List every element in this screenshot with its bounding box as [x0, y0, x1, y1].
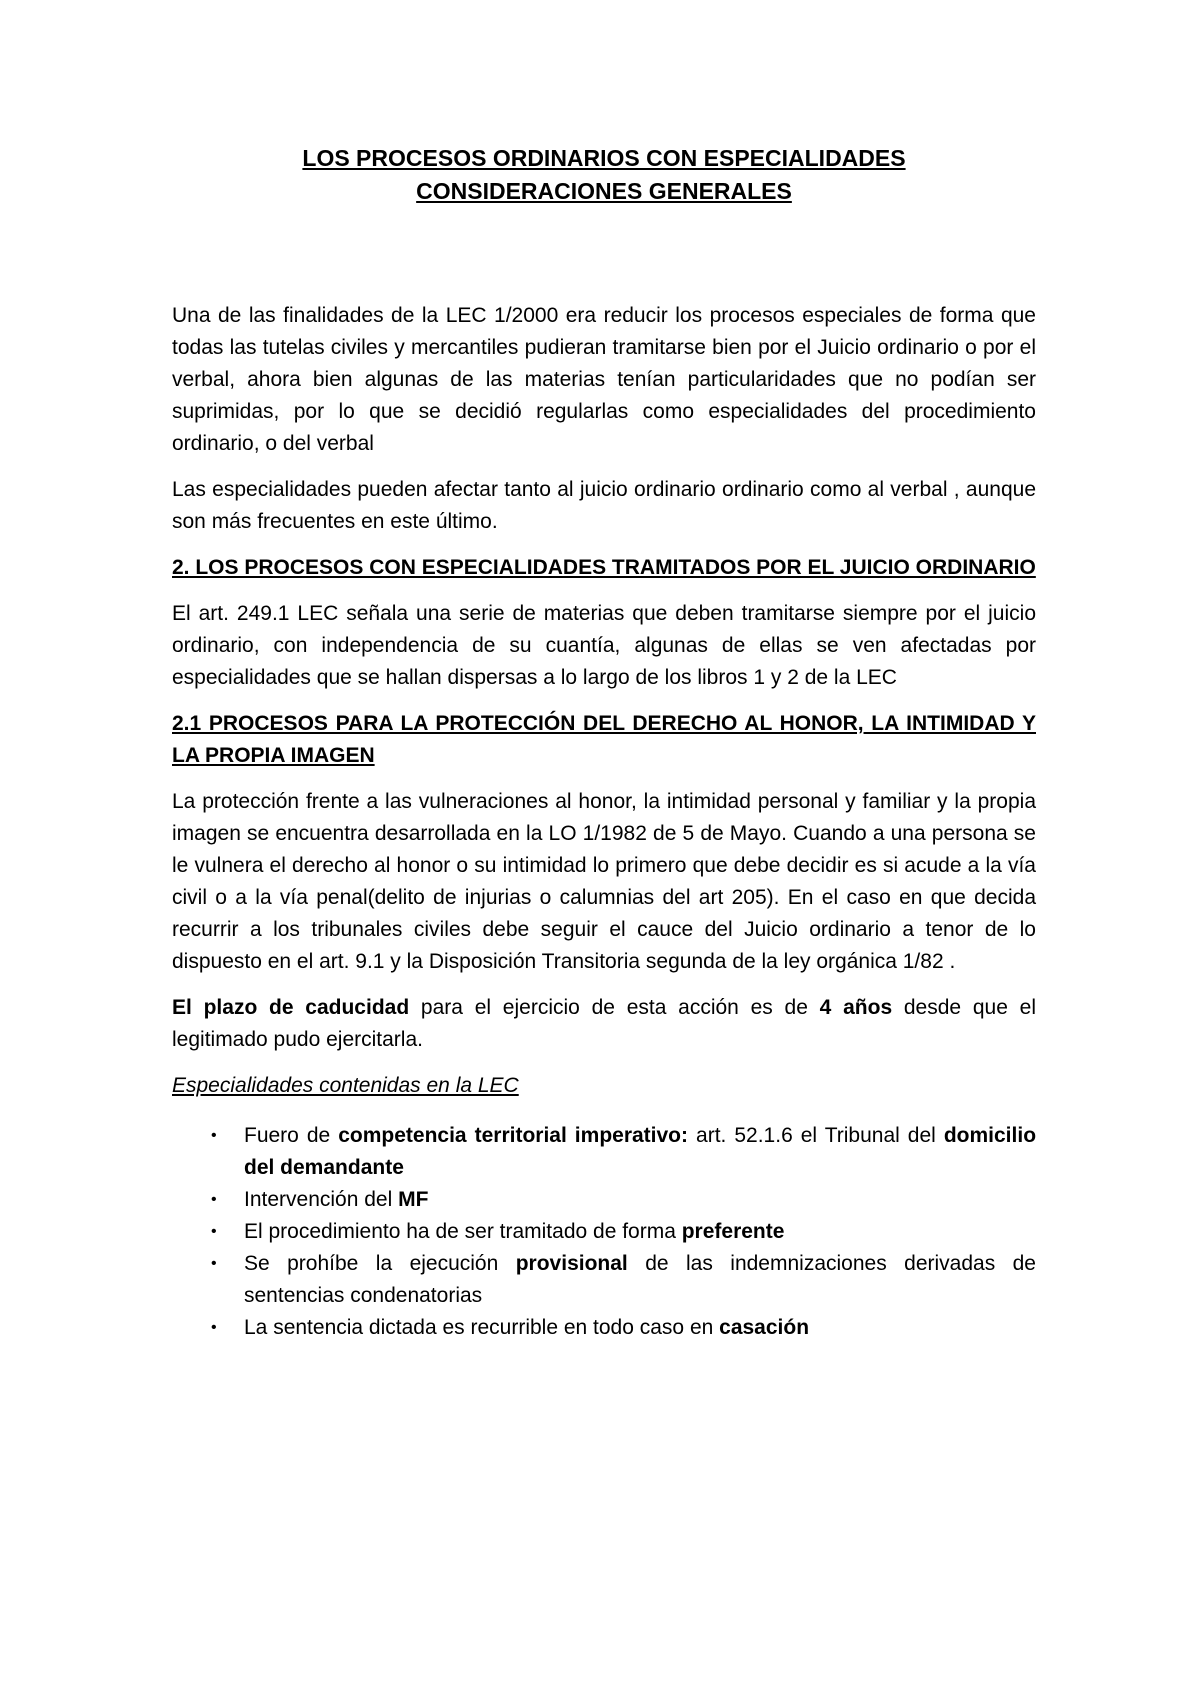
section-2-1-heading: 2.1 PROCESOS PARA LA PROTECCIÓN DEL DERECHO AL HONOR, LA INTIMIDAD Y LA PROPIA IMAGEN [172, 712, 1036, 767]
plazo-text-2: desde que el legitimado pudo ejercitarla. [172, 996, 1036, 1051]
plazo-text-1: para el ejercicio de esta acción es de [409, 996, 820, 1019]
especialidades-subheading: Especialidades contenidas en la LEC [172, 1074, 519, 1097]
list-item: • Intervención del MF [244, 1184, 1036, 1216]
bullet-icon: • [211, 1127, 217, 1144]
document-title-line-2: CONSIDERACIONES GENERALES [416, 178, 792, 204]
bullet-icon: • [211, 1255, 217, 1272]
list-item: • El procedimiento ha de ser tramitado de forma preferente [244, 1216, 1036, 1248]
section-2-paragraph: El art. 249.1 LEC señala una serie de materias que deben tramitarse siempre por el juicio ordinario, con independencia de su cuantía, algunas de ellas se ven afectadas por especialidades que se hallan dispersas a lo largo de los libros 1 y 2 de la LEC [172, 602, 1036, 689]
section-2-1-paragraph: La protección frente a las vulneraciones al honor, la intimidad personal y familiar y la propia imagen se encuentra desarrollada en la LO 1/1982 de 5 de Mayo. Cuando a una persona se le vulnera el derecho al honor o su intimidad lo primero que debe decidir es si acude a la vía civil o a la vía penal(delito de injurias o calumnias del art 205). En el caso en que decida recurrir a los tribunales civiles debe seguir el cauce del Juicio ordinario a tenor de lo dispuesto en el art. 9.1 y la Disposición Transitoria segunda de la ley orgánica 1/82 . [172, 790, 1036, 973]
bullet-icon: • [211, 1223, 217, 1240]
especialidades-list [172, 1120, 1036, 1344]
intro-paragraph-1: Una de las finalidades de la LEC 1/2000 era reducir los procesos especiales de forma que todas las tutelas civiles y mercantiles pudieran tramitarse bien por el Juicio ordinario o por el verbal, ahora bien algunas de las materias tenían particularidades que no podían ser suprimidas, por lo que se decidió regularlas como especialidades del procedimiento ordinario, o del verbal [172, 304, 1036, 455]
bullet-icon: • [211, 1191, 217, 1208]
plazo-bold-2: 4 años [819, 996, 893, 1019]
list-item: • Fuero de competencia territorial imperativo: art. 52.1.6 el Tribunal del domicilio del demandante [244, 1120, 1036, 1184]
section-2-heading: 2. LOS PROCESOS CON ESPECIALIDADES TRAMITADOS POR EL JUICIO ORDINARIO [172, 556, 1036, 579]
plazo-bold-1: El plazo de caducidad [172, 996, 410, 1019]
list-item: • Se prohíbe la ejecución provisional de las indemnizaciones derivadas de sentencias condenatorias [244, 1248, 1036, 1312]
list-item: • La sentencia dictada es recurrible en todo caso en casación [244, 1312, 1036, 1344]
plazo-paragraph [172, 992, 1036, 1056]
document-title [172, 142, 1036, 208]
document-title-line-1: LOS PROCESOS ORDINARIOS CON ESPECIALIDADES [302, 145, 906, 171]
bullet-icon: • [211, 1319, 217, 1336]
intro-paragraph-2: Las especialidades pueden afectar tanto al juicio ordinario ordinario como al verbal , aunque son más frecuentes en este último. [172, 478, 1036, 533]
